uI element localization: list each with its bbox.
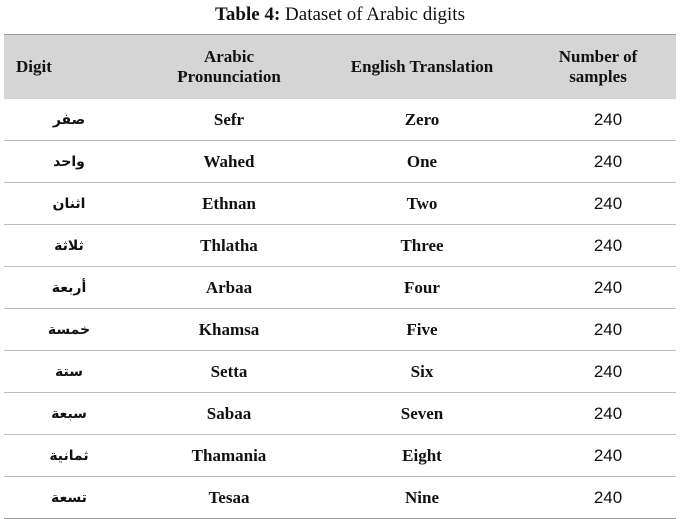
digit-cell: سبعة xyxy=(51,405,87,422)
header-pronunciation xyxy=(134,47,324,87)
english-cell: Two xyxy=(406,193,438,213)
pronunciation-cell: Wahed xyxy=(203,151,255,171)
table-row xyxy=(4,309,676,351)
samples-cell: 240 xyxy=(593,403,623,423)
pronunciation-cell: Thamania xyxy=(191,445,267,465)
samples-cell: 240 xyxy=(593,277,623,297)
samples-cell: 240 xyxy=(593,151,623,171)
samples-cell: 240 xyxy=(593,235,623,255)
table-row xyxy=(4,99,676,141)
table-row xyxy=(4,435,676,477)
pronunciation-cell: Ethnan xyxy=(202,193,256,213)
header-samples-line-2: samples xyxy=(569,67,627,86)
samples-cell: 240 xyxy=(593,319,623,339)
table-header xyxy=(4,34,676,99)
pronunciation-cell: Tesaa xyxy=(208,487,250,507)
digit-cell: أربعة xyxy=(51,279,87,296)
table-row xyxy=(4,141,676,183)
table-body xyxy=(4,99,676,519)
samples-cell: 240 xyxy=(593,193,623,213)
header-samples-line-1: Number of xyxy=(558,47,638,66)
english-cell: Six xyxy=(410,361,434,381)
table-row xyxy=(4,225,676,267)
digit-cell: واحد xyxy=(53,153,85,170)
table-row xyxy=(4,393,676,435)
caption-text: Dataset of Arabic digits xyxy=(285,4,465,25)
table-row xyxy=(4,477,676,519)
header-pronunciation-line-2: Pronunciation xyxy=(177,67,281,86)
english-cell: Five xyxy=(406,319,438,339)
caption-label: Table 4: xyxy=(215,4,281,25)
english-cell: Seven xyxy=(400,403,444,423)
english-cell: Nine xyxy=(405,487,439,507)
english-cell: Three xyxy=(400,235,444,255)
samples-cell: 240 xyxy=(593,361,623,381)
pronunciation-cell: Sabaa xyxy=(206,403,252,423)
samples-cell: 240 xyxy=(593,109,623,129)
pronunciation-cell: Arbaa xyxy=(205,277,253,297)
samples-cell: 240 xyxy=(593,445,623,465)
pronunciation-cell: Setta xyxy=(210,361,248,381)
digits-table xyxy=(4,34,676,519)
pronunciation-cell: Khamsa xyxy=(198,319,260,339)
table-row xyxy=(4,183,676,225)
table-caption xyxy=(0,0,680,30)
english-cell: One xyxy=(406,151,438,171)
pronunciation-cell: Sefr xyxy=(213,109,245,129)
digit-cell: صفر xyxy=(52,111,86,128)
samples-cell: 240 xyxy=(593,487,623,507)
table-row xyxy=(4,267,676,309)
header-digit: Digit xyxy=(16,57,52,76)
digit-cell: ستة xyxy=(55,363,83,380)
table-row xyxy=(4,351,676,393)
digit-cell: ثلاثة xyxy=(54,237,84,254)
english-cell: Four xyxy=(404,277,440,297)
digit-cell: ثمانية xyxy=(49,447,89,464)
header-pronunciation-line-1: Arabic xyxy=(203,47,255,66)
header-samples xyxy=(520,47,676,87)
english-cell: Eight xyxy=(402,445,442,465)
digit-cell: تسعة xyxy=(51,489,87,506)
digit-cell: خمسة xyxy=(47,321,91,338)
english-cell: Zero xyxy=(404,109,440,129)
pronunciation-cell: Thlatha xyxy=(200,235,258,255)
header-english: English Translation xyxy=(350,57,494,76)
digit-cell: اثنان xyxy=(52,195,86,212)
